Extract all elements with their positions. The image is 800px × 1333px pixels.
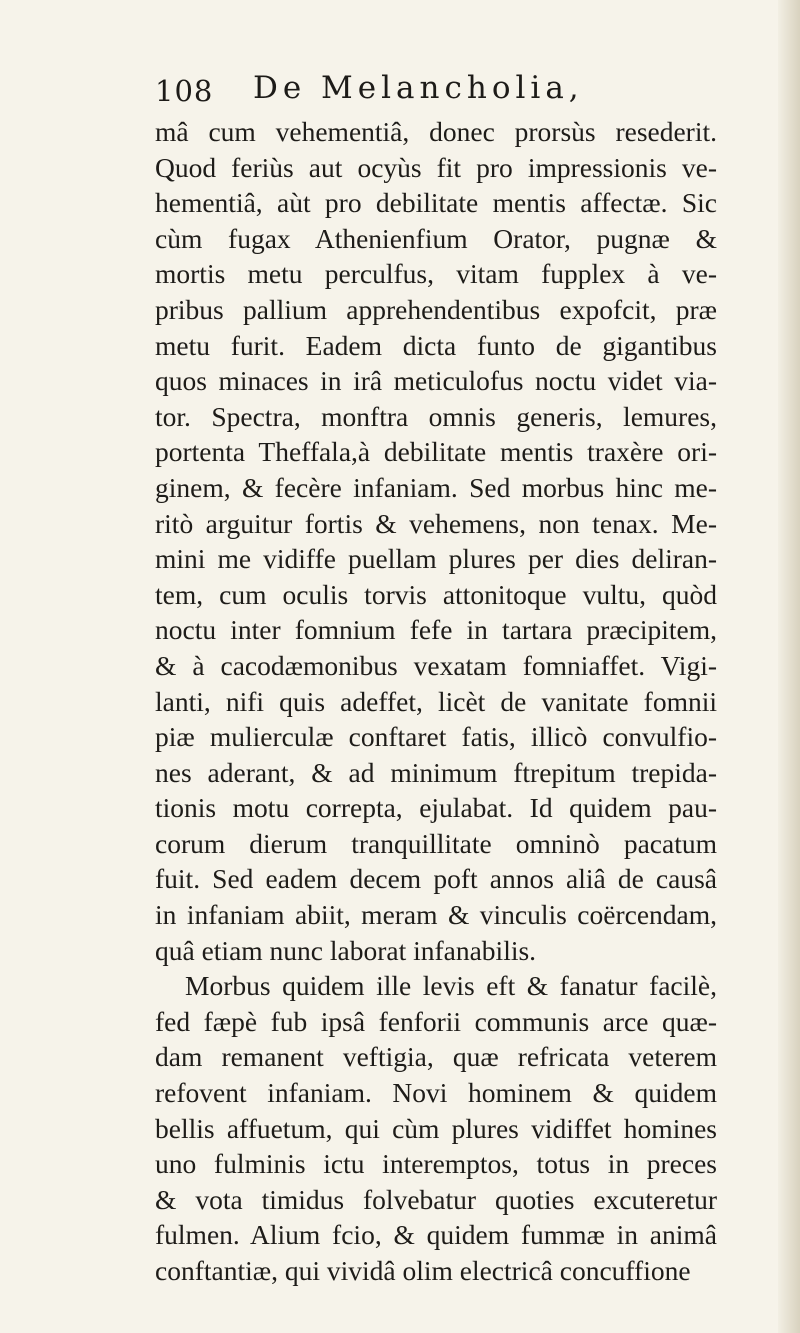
- text-line: quâ etiam nunc laborat infanabilis.: [155, 934, 537, 966]
- text-line: fed fæpè fub ipsâ fenforii communis arce quæ-: [155, 1005, 717, 1037]
- text-line: fulmen. Alium fcio, & quidem fummæ in animâ: [155, 1219, 717, 1251]
- text-line: noctu inter fomnium fefe in tartara præcipitem,: [155, 614, 717, 646]
- text-line: cùm fugax Athenienfium Orator, pugnæ &: [155, 222, 717, 254]
- text-line: bellis affuetum, qui cùm plures vidiffet homines: [155, 1112, 717, 1144]
- page-header: [155, 70, 715, 110]
- text-line: lanti, nifi quis adeffet, licèt de vanitate fomnii: [155, 685, 717, 717]
- text-line: & vota timidus folvebatur quoties excuteretur: [155, 1183, 717, 1215]
- body-text: [155, 114, 717, 1289]
- text-line: quos minaces in irâ meticulofus noctu videt via-: [155, 365, 717, 397]
- text-line: piæ mulierculæ conftaret fatis, illicò convulfio-: [155, 721, 717, 753]
- page-number: 108: [155, 74, 214, 108]
- text-line: mâ cum vehementiâ, donec prorsùs resederit.: [155, 116, 717, 147]
- running-title: De Melancholia,: [253, 70, 584, 106]
- text-line: fuit. Sed eadem decem poft annos aliâ de causâ: [155, 863, 717, 895]
- text-line: in infaniam abiit, meram & vinculis coërcendam,: [155, 899, 717, 931]
- text-line: conftantiæ, qui vividâ olim electricâ concuffione: [155, 1255, 691, 1286]
- text-line: mortis metu perculfus, vitam fupplex à ve-: [155, 258, 717, 290]
- text-line: tionis motu correpta, ejulabat. Id quidem pau-: [155, 792, 717, 824]
- text-line: metu furit. Eadem dicta funto de gigantibus: [155, 329, 717, 361]
- text-line: pribus pallium apprehendentibus expofcit, præ: [155, 293, 717, 325]
- text-line: portenta Theffala,à debilitate mentis traxère ori-: [155, 436, 717, 468]
- text-line: refovent infaniam. Novi hominem & quidem: [155, 1077, 717, 1109]
- text-line: tor. Spectra, monftra omnis generis, lemures,: [155, 400, 717, 432]
- text-line: nes aderant, & ad minimum ftrepitum trepida-: [155, 756, 717, 788]
- text-line: Morbus quidem ille levis eft & fanatur facilè,: [185, 970, 717, 1002]
- text-line: dam remanent veftigia, quæ refricata veterem: [155, 1041, 717, 1073]
- text-line: tem, cum oculis torvis attonitoque vultu, quòd: [155, 578, 717, 610]
- text-line: uno fulminis ictu interemptos, totus in preces: [155, 1148, 717, 1180]
- text-line: corum dierum tranquillitate omninò pacatum: [155, 827, 717, 859]
- text-line: mini me vidiffe puellam plures per dies deliran-: [155, 543, 717, 575]
- text-line: & à cacodæmonibus vexatam fomniaffet. Vigi-: [155, 649, 717, 681]
- text-line: ritò arguitur fortis & vehemens, non tenax. Me-: [155, 507, 717, 539]
- page-edge-shadow: [778, 0, 800, 1333]
- text-line: ginem, & fecère infaniam. Sed morbus hinc me-: [155, 471, 717, 503]
- text-line: hementiâ, aùt pro debilitate mentis affectæ. Sic: [155, 187, 717, 219]
- text-line: Quod feriùs aut ocyùs fit pro impressionis ve-: [155, 151, 717, 183]
